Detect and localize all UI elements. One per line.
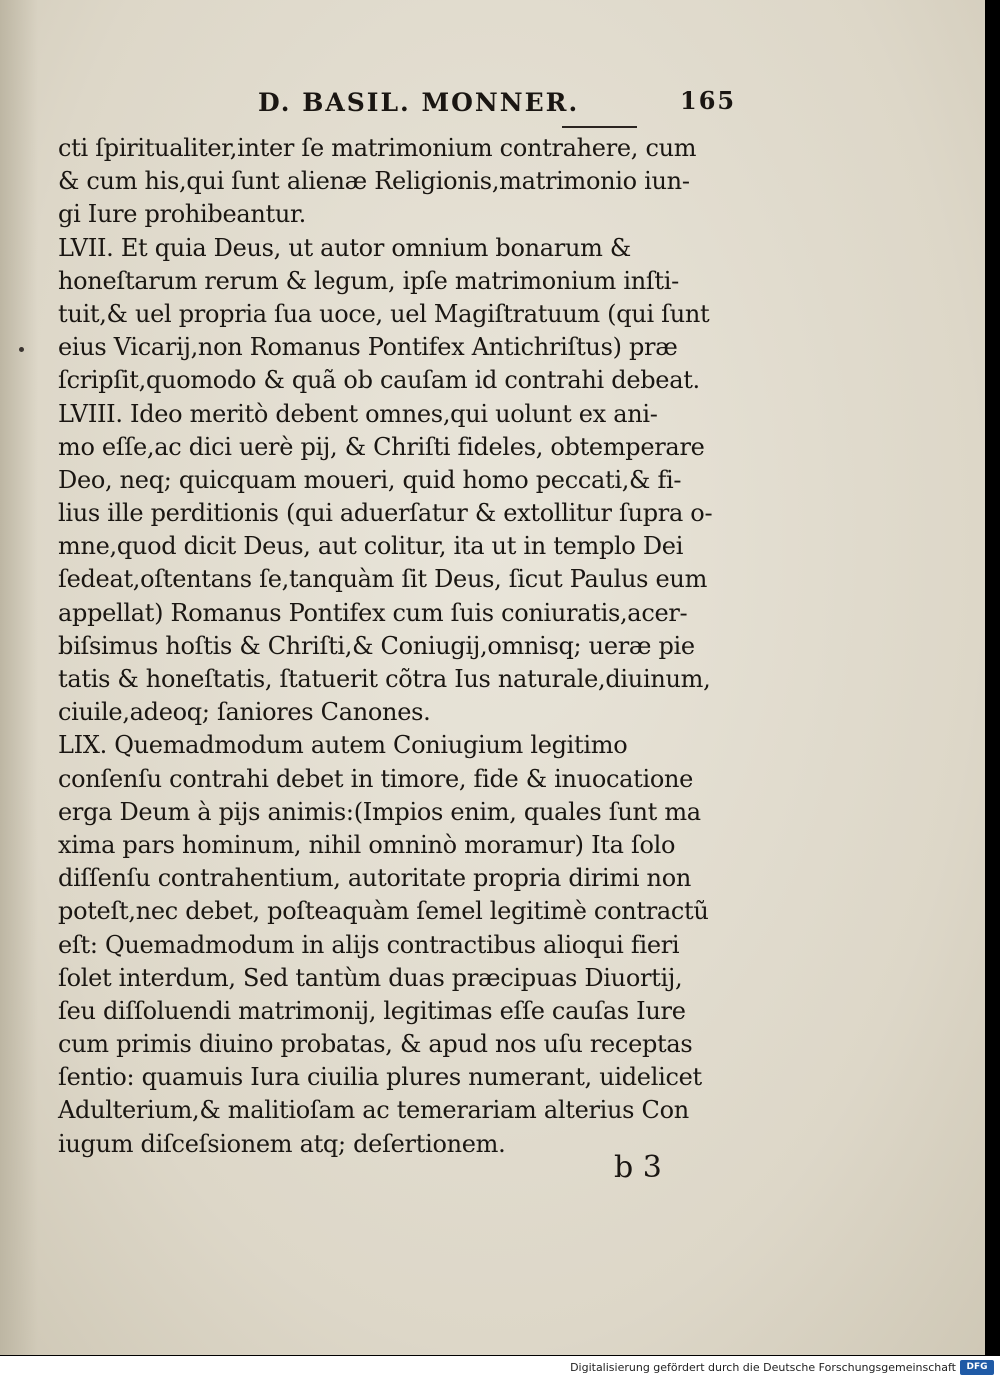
margin-dot — [19, 347, 24, 352]
body-text — [58, 132, 748, 1161]
text-line: diſſenſu contrahentium, autoritate propria dirimi non — [58, 864, 692, 893]
text-line: eius Vicarij,non Romanus Pontifex Antichriſtus) præ — [58, 333, 678, 362]
text-line: LIX. Quemadmodum autem Coniugium legitimo — [58, 731, 628, 760]
text-line: appellat) Romanus Pontifex cum ſuis coniuratis,acer- — [58, 598, 688, 627]
text-line: xima pars hominum, nihil omninò moramur) Ita ſolo — [58, 830, 676, 859]
text-line: tatis & honeſtatis, ſtatuerit cõtra Ius naturale,diuinum, — [58, 665, 711, 693]
text-line: Deo, neq; quicquam moueri, quid homo peccati,& fi- — [58, 465, 682, 494]
text-line: conſenſu contrahi debet in timore, fide & inuocatione — [58, 764, 694, 793]
text-line: ſedeat,oſtentans ſe,tanquàm ſit Deus, ſicut Paulus eum — [58, 565, 708, 594]
text-line: Adulterium,& malitioſam ac temerariam alterius Con — [58, 1096, 689, 1125]
text-line: iugum diſceſsionem atq; deſertionem. — [58, 1129, 506, 1158]
text-line: ciuile,adeoq; ſaniores Canones. — [58, 698, 431, 727]
dfg-logo: DFG — [960, 1360, 994, 1375]
text-line: & cum his,qui ſunt alienæ Religionis,matrimonio iun- — [58, 167, 690, 196]
text-line: poteſt,nec debet, poſteaquàm ſemel legitimè contractũ — [58, 897, 709, 926]
text-line: cum primis diuino probatas, & apud nos uſu receptas — [58, 1030, 693, 1059]
text-line: mne,quod dicit Deus, aut colitur, ita ut in templo Dei — [58, 532, 684, 561]
text-line: LVIII. Ideo meritò debent omnes,qui uolunt ex ani- — [58, 399, 658, 428]
text-line: biſsimus hoſtis & Chriſti,& Coniugij,omnisq; ueræ pie — [58, 631, 695, 660]
funding-credit: Digitalisierung gefördert durch die Deutsche Forschungsgemeinschaft — [570, 1361, 956, 1374]
header-rule — [562, 126, 637, 128]
text-line: ſentio: quamuis Iura ciuilia plures numerant, uidelicet — [58, 1063, 702, 1092]
text-line: tuit,& uel propria ſua uoce, uel Magiſtratuum (qui ſunt — [58, 299, 710, 328]
text-line: cti ſpiritualiter,inter ſe matrimonium contrahere, cum — [58, 134, 697, 162]
footer-bar — [0, 1356, 1000, 1379]
text-line: LVII. Et quia Deus, ut autor omnium bonarum & — [58, 233, 631, 262]
text-line: ſeu diſſoluendi matrimonij, legitimas eſſe cauſas Iure — [58, 996, 686, 1025]
running-head: D. BASIL. MONNER. — [258, 88, 580, 117]
text-line: ſolet interdum, Sed tantùm duas præcipuas Diuortij, — [58, 963, 683, 992]
page-gutter-shadow — [0, 0, 38, 1355]
text-line: ſcripſit,quomodo & quã ob cauſam id contrahi debeat. — [58, 366, 700, 395]
text-line: lius ille perditionis (qui aduerſatur & extollitur ſupra o- — [58, 499, 713, 528]
page-header — [258, 88, 778, 128]
text-line: eſt: Quemadmodum in alijs contractibus alioqui fieri — [58, 930, 680, 959]
page-number: 165 — [680, 86, 737, 115]
text-line: honeſtarum rerum & legum, ipſe matrimonium inſti- — [58, 266, 679, 295]
text-line: erga Deum à pijs animis:(Impios enim, quales ſunt ma — [58, 797, 701, 826]
text-line: gi Iure prohibeantur. — [58, 200, 306, 229]
signature-mark: b 3 — [614, 1150, 662, 1185]
text-line: mo eſſe,ac dici uerè pij, & Chriſti fideles, obtemperare — [58, 432, 705, 461]
